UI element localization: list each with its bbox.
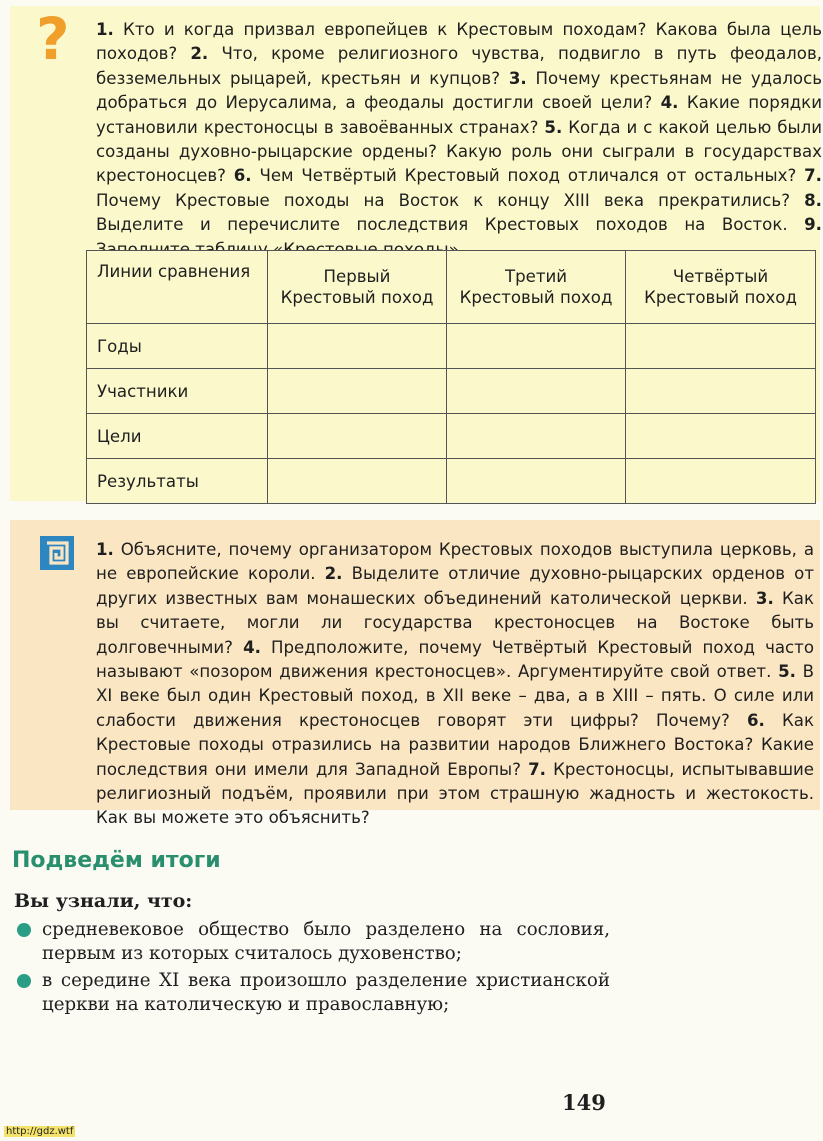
tasks-section: [10, 520, 820, 828]
table-header: Четвёртый Крестовый поход: [626, 251, 816, 324]
learned-heading: Вы узнали, что:: [14, 890, 193, 912]
bullet-dot-icon: [17, 923, 31, 937]
spiral-icon: [40, 536, 74, 570]
question-number: 1.: [96, 20, 114, 39]
question-text: Выделите и перечислите последствия Крестовых походов на Восток.: [96, 215, 805, 235]
task-number: 2.: [324, 564, 343, 584]
task-text: Как Крестовые походы отразились на развитии народов Ближнего Востока? Какие последствия они имели для Западной Европы?: [96, 710, 814, 779]
table-cell[interactable]: [447, 324, 626, 369]
table-cell[interactable]: [626, 459, 816, 504]
question-number: 2.: [190, 44, 209, 64]
task-text: Крестоносцы, испытывавшие религиозный подъём, проявили при этом страшную жадность и жестокость. Как вы можете это объяснить?: [96, 759, 815, 828]
table-cell[interactable]: [447, 369, 626, 414]
summary-title: Подведём итоги: [12, 848, 221, 873]
tasks-text: [96, 538, 814, 831]
question-text: Какие порядки установили крестоносцы в завоёванных странах?: [96, 93, 822, 137]
row-label: Годы: [87, 324, 268, 369]
task-text: Объясните, почему организатором Крестовых походов выступила церковь, а не европейские короли.: [96, 540, 814, 584]
task-number: 5.: [778, 662, 796, 682]
question-number: 6.: [233, 166, 252, 186]
question-mark-icon: ?: [36, 5, 70, 73]
task-number: 3.: [755, 588, 774, 608]
task-text: В XI веке был один Крестовый поход, в XII веке – два, а в XIII – пять. О силе или слабости движения крестоносцев говорят эти цифры? Почему?: [96, 662, 814, 730]
summary-list: [14, 918, 610, 1020]
table-cell[interactable]: [268, 369, 447, 414]
table-cell[interactable]: [268, 324, 447, 369]
question-text: Что, кроме религиозного чувства, подвигло в путь феодалов, безземельных рыцарей, крестьян и купцов?: [96, 44, 822, 88]
task-number: 7.: [528, 759, 546, 779]
row-label: Участники: [87, 369, 268, 414]
question-text: Кто и когда призвал европейцев к Крестовым походам? Какова была цель походов?: [96, 20, 822, 64]
table-header-row: [87, 251, 816, 324]
watermark: http://gdz.wtf: [6, 1126, 74, 1137]
task-number: 4.: [243, 637, 261, 657]
question-number: 9.: [804, 215, 822, 235]
question-number: 3.: [508, 68, 527, 88]
table-cell[interactable]: [268, 414, 447, 459]
question-number: 8.: [804, 190, 822, 210]
table-cell[interactable]: [626, 369, 816, 414]
table-row: [87, 369, 816, 414]
question-number: 7.: [804, 166, 822, 186]
question-text: Чем Четвёртый Крестовый поход отличался от остальных?: [251, 166, 805, 186]
table-row: [87, 414, 816, 459]
question-text: Почему крестьянам не удалось добраться до Иерусалима, а феодалы достигли своей цели?: [96, 68, 822, 113]
question-text: Почему Крестовые походы на Восток к концу XIII века прекратились?: [96, 190, 805, 210]
task-number: 1.: [96, 540, 114, 559]
row-label: Результаты: [87, 459, 268, 504]
task-number: 6.: [747, 710, 765, 730]
task-text: Выделите отличие духовно-рыцарских орденов от других известных вам монашеских объединений католической церкви.: [96, 564, 814, 608]
question-number: 5.: [544, 117, 563, 137]
table-cell[interactable]: [626, 414, 816, 459]
table-row: [87, 324, 816, 369]
list-item: [14, 969, 610, 1017]
list-item-text: в середине XI века произошло разделение христианской церкви на католическую и православную;: [42, 970, 610, 1015]
question-text: Когда и с какой целью были созданы духовно-рыцарские ордены? Какую роль они сыграли в государствах крестоносцев?: [96, 117, 822, 186]
table-header: Линии сравнения: [87, 251, 268, 324]
table-row: [87, 459, 816, 504]
table-cell[interactable]: [447, 459, 626, 504]
table-header: Первый Крестовый поход: [268, 251, 447, 324]
question-number: 4.: [660, 93, 679, 113]
task-text: Предположите, почему Четвёртый Крестовый поход часто называют «позором движения крестоносцев». Аргументируйте свой ответ.: [96, 637, 815, 682]
table-header: Третий Крестовый поход: [447, 251, 626, 324]
questions-text: [96, 18, 822, 262]
table-cell[interactable]: [626, 324, 816, 369]
table-cell[interactable]: [268, 459, 447, 504]
page-number: 149: [562, 1090, 606, 1115]
list-item: [14, 918, 610, 966]
bullet-dot-icon: [17, 974, 31, 988]
crusades-table: [86, 250, 816, 504]
task-text: Как вы считаете, могли ли государства крестоносцев на Востоке быть долговечными?: [96, 588, 815, 657]
list-item-text: средневековое общество было разделено на сословия, первым из которых считалось духовенство;: [42, 919, 610, 964]
table-cell[interactable]: [447, 414, 626, 459]
row-label: Цели: [87, 414, 268, 459]
